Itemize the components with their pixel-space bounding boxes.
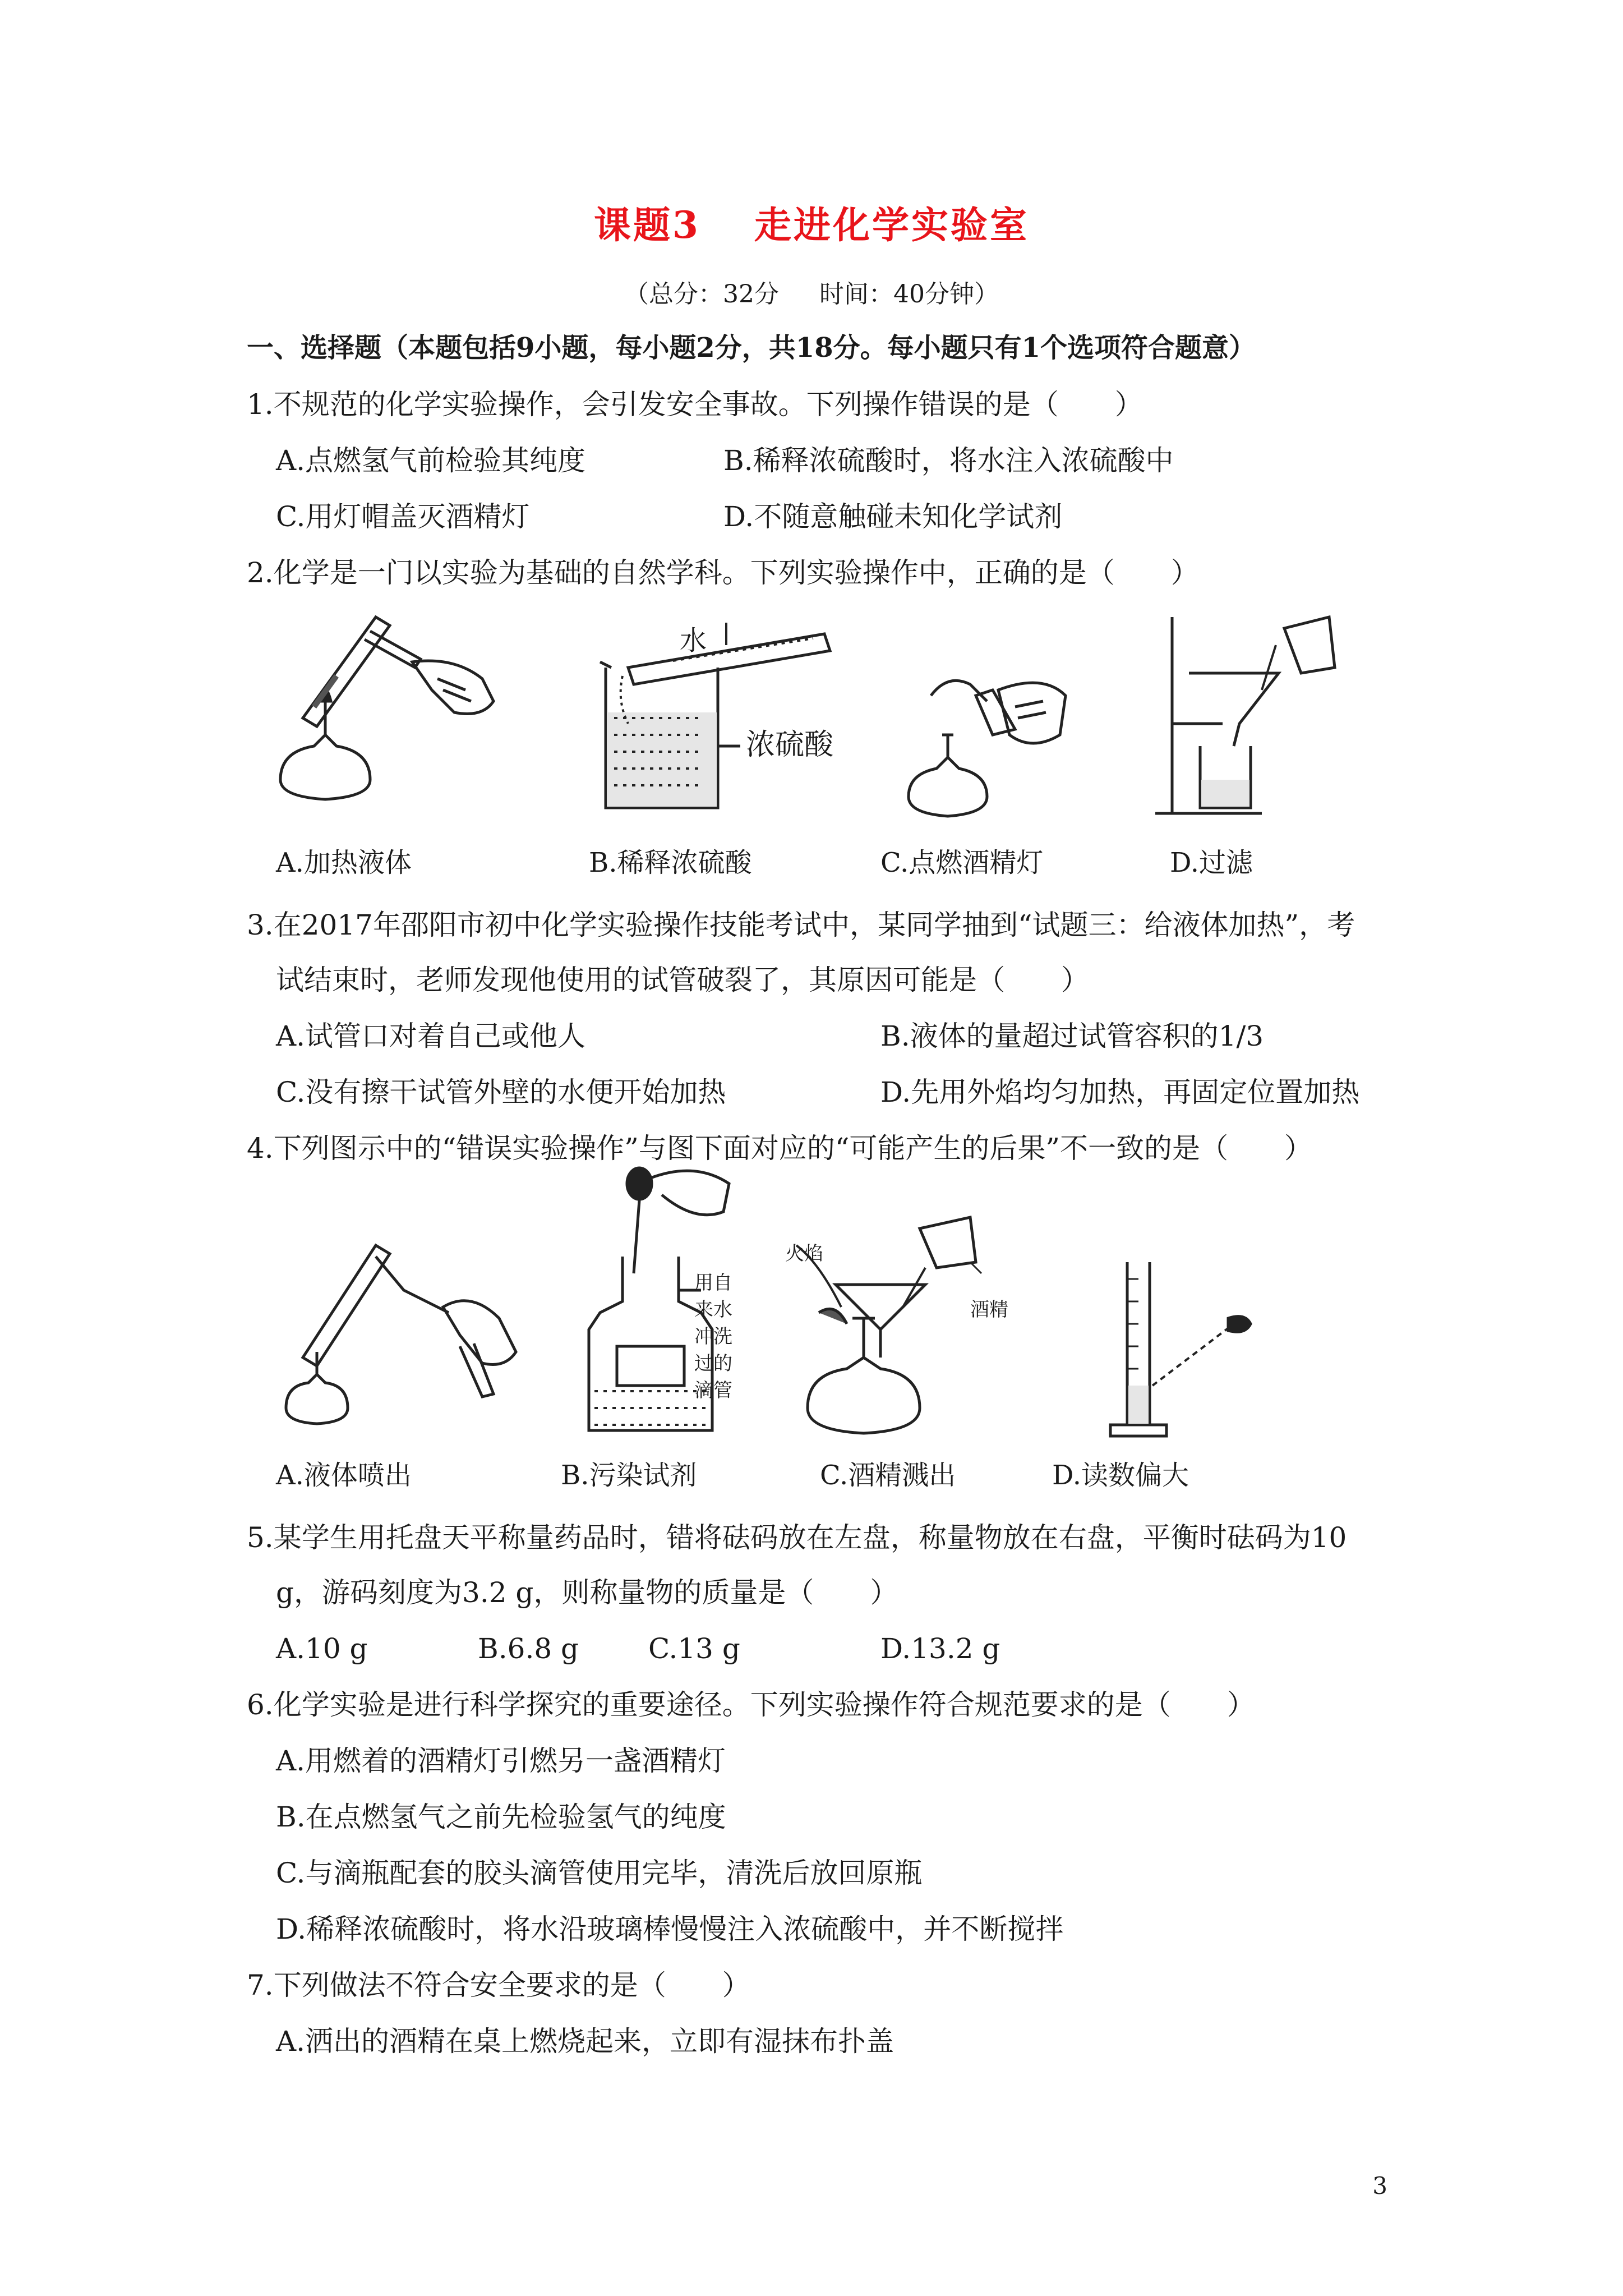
question-4-option-a[interactable]: A.液体喷出 <box>276 1460 412 1491</box>
title-lesson-name: 走进化学实验室 <box>754 203 1029 247</box>
question-4-option-d[interactable]: D.读数偏大 <box>1052 1460 1189 1491</box>
question-2-option-a[interactable]: A.加热液体 <box>276 847 412 878</box>
question-3-option-c[interactable]: C.没有擦干试管外壁的水便开始加热 <box>276 1076 726 1108</box>
label-tap-water-dropper <box>694 1273 734 1419</box>
question-2-option-b[interactable]: B.稀释浓硫酸 <box>589 847 752 878</box>
tap-label-line-2: 来水 <box>694 1299 732 1321</box>
question-7-stem: 7.下列做法不符合安全要求的是（ ） <box>247 1969 750 2001</box>
question-2-option-c[interactable]: C.点燃酒精灯 <box>880 847 1044 878</box>
question-5-stem-line-1: 5.某学生用托盘天平称量药品时，错将砝码放在左盘，称量物放在右盘，平衡时砝码为10 <box>247 1521 1347 1554</box>
label-concentrated-sulfuric-acid: 浓硫酸 <box>746 728 834 762</box>
question-1-option-c[interactable]: C.用灯帽盖灭酒精灯 <box>276 500 530 533</box>
figure-liquid-spray <box>269 1240 533 1430</box>
question-4-stem: 4.下列图示中的“错误实验操作”与图下面对应的“可能产生的后果”不一致的是（ ） <box>247 1132 1312 1165</box>
question-3-option-b[interactable]: B.液体的量超过试管容积的1/3 <box>880 1020 1264 1052</box>
time-limit: 时间：40分钟） <box>819 280 999 309</box>
question-3-stem-line-1: 3.在2017年邵阳市初中化学实验操作技能考试中，某同学抽到“试题三：给液体加热”，考 <box>247 909 1355 941</box>
question-2-option-d[interactable]: D.过滤 <box>1170 847 1253 878</box>
page-number: 3 <box>1372 2172 1387 2200</box>
question-5-option-b[interactable]: B.6.8 g <box>478 1632 579 1665</box>
question-1-option-d[interactable]: D.不随意触碰未知化学试剂 <box>723 500 1063 533</box>
figure-lighting-lamp <box>897 662 1077 825</box>
tap-label-line-1: 用自 <box>694 1272 732 1294</box>
question-5-stem-line-2: g，游码刻度为3.2 g，则称量物的质量是（ ） <box>276 1576 898 1609</box>
label-alcohol: 酒精 <box>970 1299 1008 1321</box>
label-water: 水 <box>680 625 707 656</box>
figure-dilute-acid <box>589 623 852 825</box>
question-2-stem: 2.化学是一门以实验为基础的自然学科。下列实验操作中，正确的是（ ） <box>247 556 1199 589</box>
question-6-option-d[interactable]: D.稀释浓硫酸时，将水沿玻璃棒慢慢注入浓硫酸中，并不断搅拌 <box>276 1913 1064 1945</box>
question-3-option-d[interactable]: D.先用外焰均匀加热，再固定位置加热 <box>880 1076 1360 1108</box>
figure-filtration <box>1150 606 1340 825</box>
tap-label-line-3: 冲洗 <box>694 1326 732 1348</box>
tap-label-line-4: 过的 <box>694 1352 732 1375</box>
question-4-option-c[interactable]: C.酒精溅出 <box>820 1460 956 1491</box>
question-5-option-a[interactable]: A.10 g <box>276 1632 368 1665</box>
question-6-stem: 6.化学实验是进行科学探究的重要途径。下列实验操作符合规范要求的是（ ） <box>247 1688 1255 1721</box>
question-3-option-a[interactable]: A.试管口对着自己或他人 <box>276 1020 586 1052</box>
question-6-option-c[interactable]: C.与滴瓶配套的胶头滴管使用完毕，清洗后放回原瓶 <box>276 1857 923 1889</box>
question-6-option-b[interactable]: B.在点燃氢气之前先检验氢气的纯度 <box>276 1801 726 1833</box>
question-4-option-b[interactable]: B.污染试剂 <box>561 1460 697 1491</box>
question-3-stem-line-2: 试结束时，老师发现他使用的试管破裂了，其原因可能是（ ） <box>276 964 1089 996</box>
page-title <box>0 195 1623 249</box>
title-lesson-number: 课题3 <box>594 203 700 247</box>
question-1-option-a[interactable]: A.点燃氢气前检验其纯度 <box>276 444 586 477</box>
question-5-option-c[interactable]: C.13 g <box>648 1632 740 1665</box>
label-flame: 火焰 <box>785 1243 823 1265</box>
figure-heating-liquid <box>269 606 505 813</box>
tap-label-line-5: 滴管 <box>694 1379 732 1402</box>
total-score: （总分：32分 <box>624 280 779 309</box>
question-1-stem: 1.不规范的化学实验操作，会引发安全事故。下列操作错误的是（ ） <box>247 388 1143 421</box>
question-1-option-b[interactable]: B.稀释浓硫酸时，将水注入浓硫酸中 <box>723 444 1174 477</box>
section-heading: 一、选择题（本题包括9小题，每小题2分，共18分。每小题只有1个选项符合题意） <box>247 332 1256 364</box>
question-6-option-a[interactable]: A.用燃着的酒精灯引燃另一盏酒精灯 <box>276 1745 726 1777</box>
question-7-option-a[interactable]: A.洒出的酒精在桌上燃烧起来，立即有湿抹布扑盖 <box>276 2025 895 2058</box>
score-time-line <box>0 274 1623 310</box>
question-5-option-d[interactable]: D.13.2 g <box>880 1632 1000 1665</box>
figure-graduated-cylinder <box>1099 1257 1267 1442</box>
